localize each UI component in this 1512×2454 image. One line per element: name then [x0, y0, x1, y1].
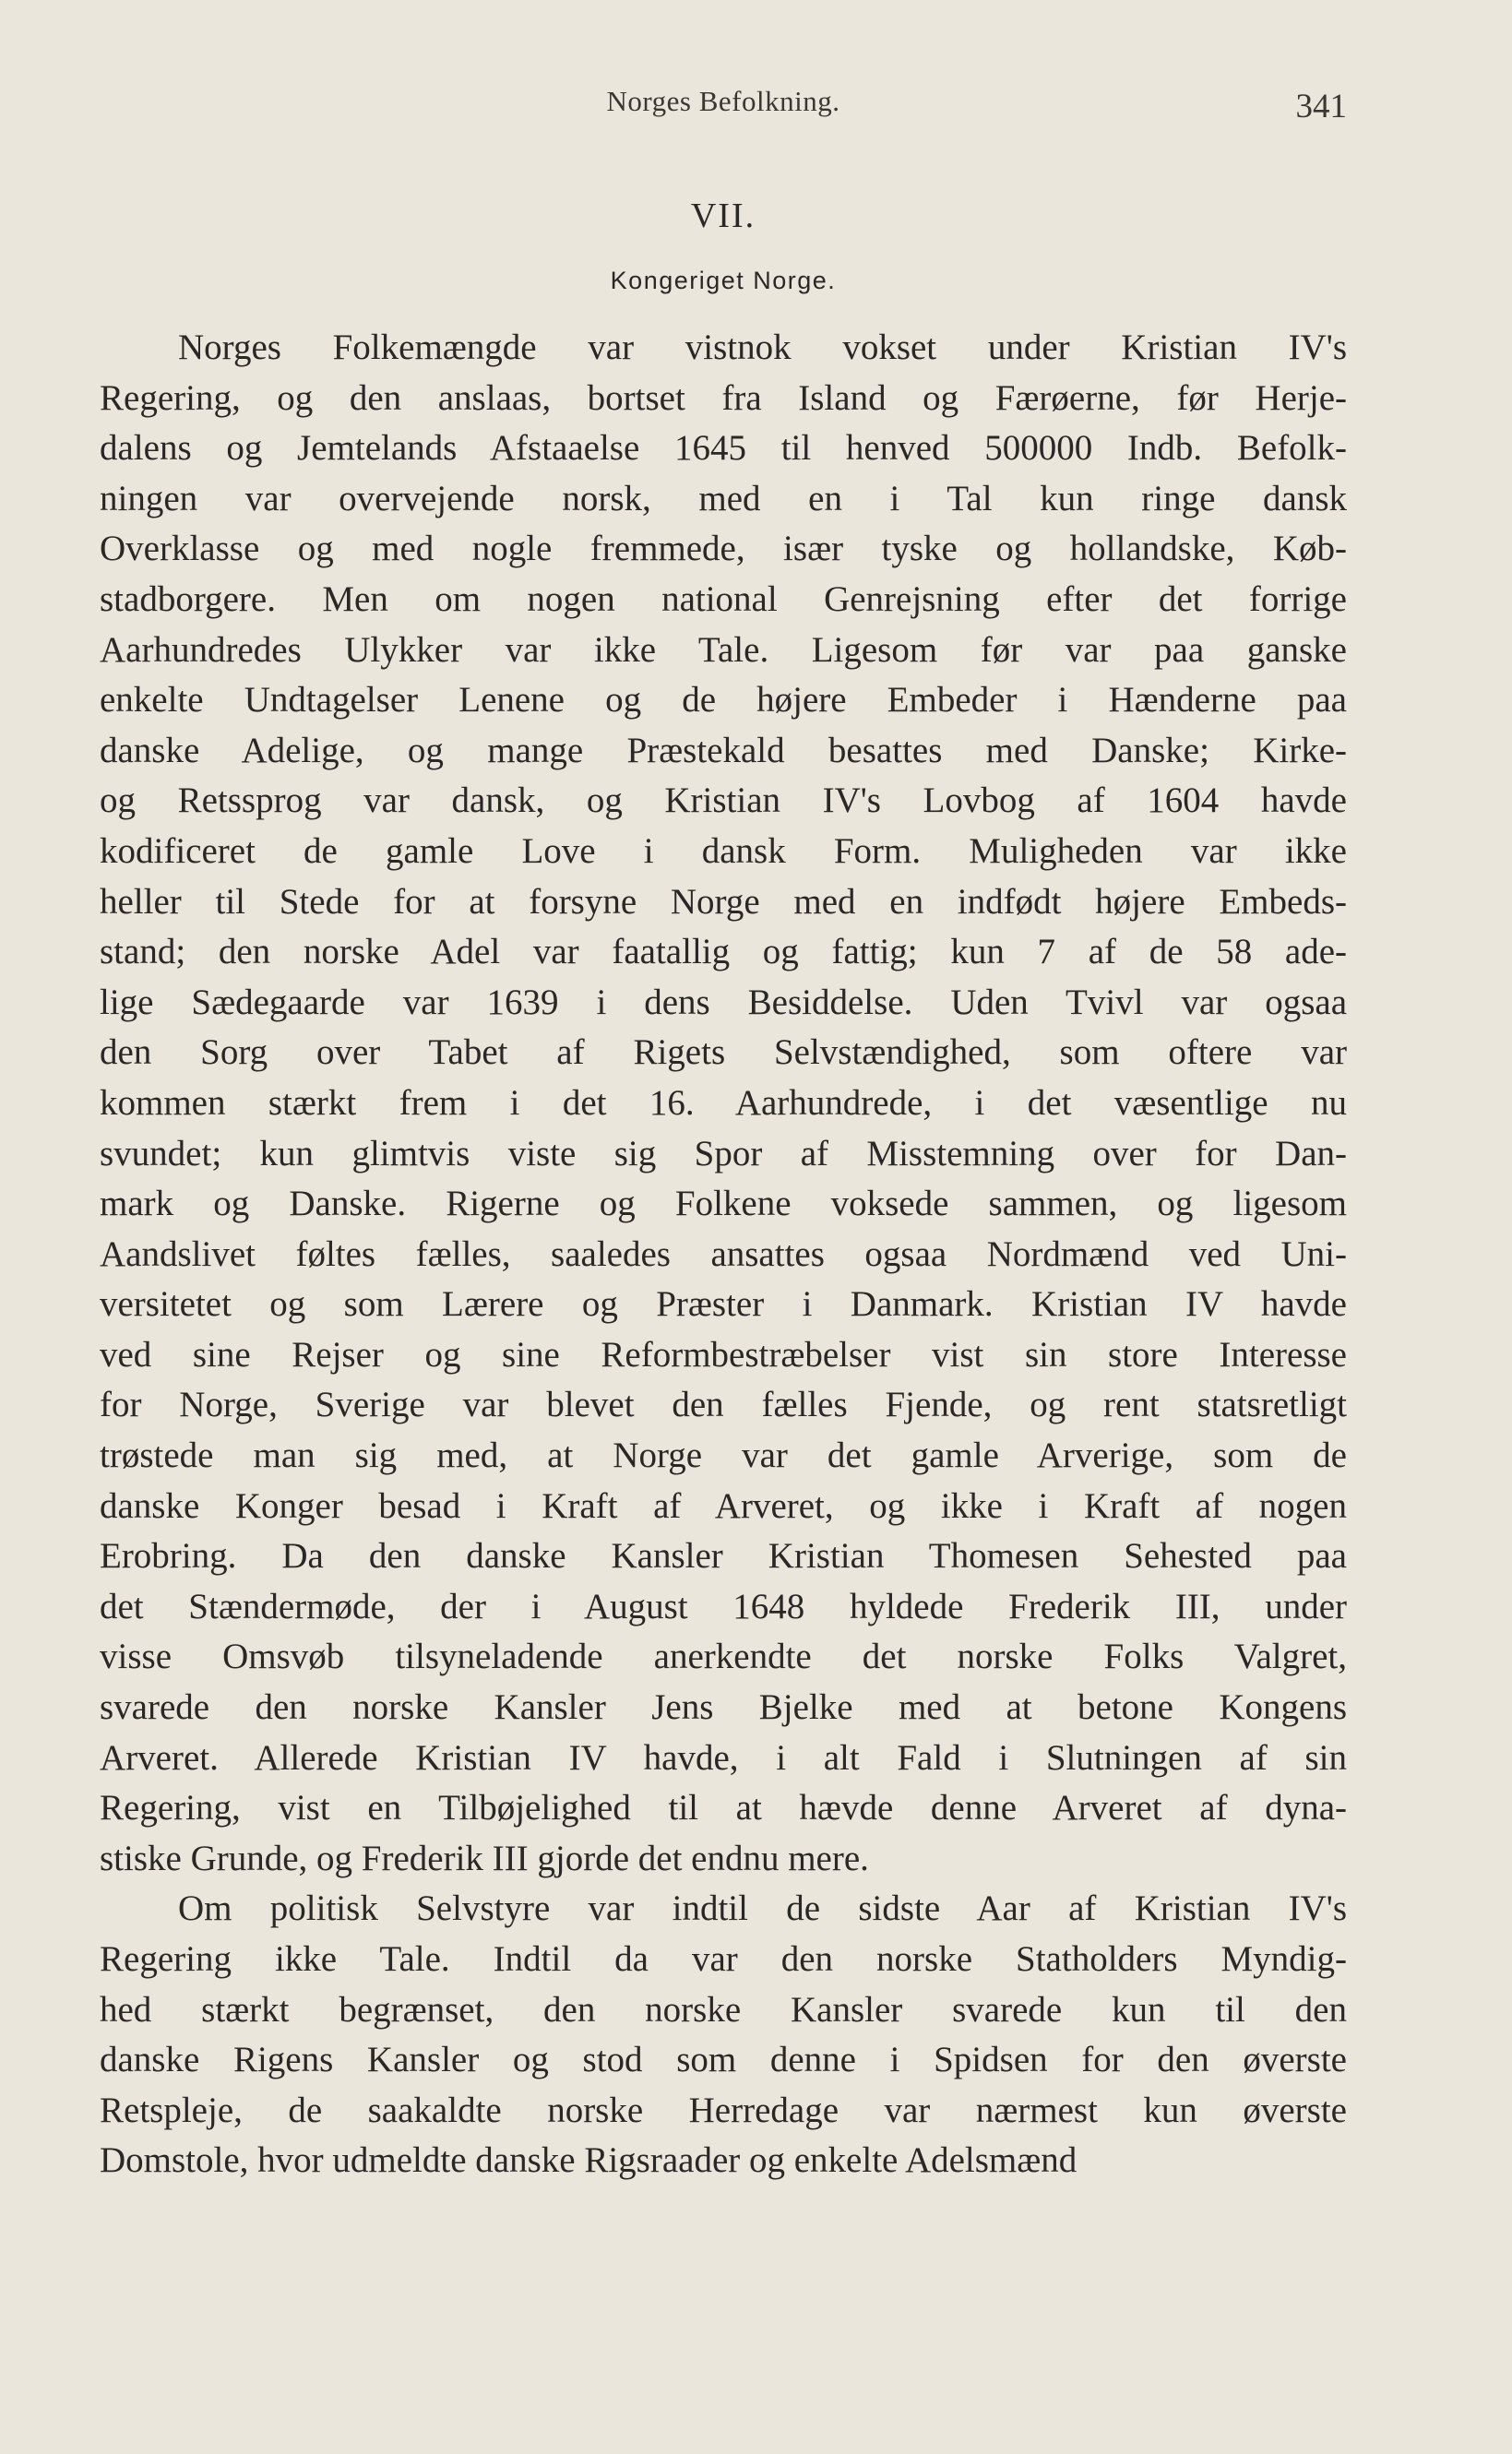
running-title: Norges Befolkning. [606, 85, 840, 117]
text-line: trøstede man sig med, at Norge var det gamle Arverige, som de [100, 1435, 1347, 1476]
text-line: dalens og Jemtelands Afstaaelse 1645 til henved 500000 Indb. Befolk- [100, 428, 1347, 469]
text-line: Erobring. Da den danske Kansler Kristian Thomesen Sehested paa [100, 1536, 1347, 1577]
text-line: den Sorg over Tabet af Rigets Selvstændighed, som oftere var [100, 1032, 1347, 1073]
text-line: for Norge, Sverige var blevet den fælles Fjende, og rent statsretligt [100, 1385, 1347, 1425]
text-line: lige Sædegaarde var 1639 i dens Besiddelse. Uden Tvivl var ogsaa [100, 982, 1347, 1022]
body-text [100, 323, 1347, 2186]
text-line: stadborgere. Men om nogen national Genrejsning efter det forrige [100, 578, 1347, 619]
text-line: Domstole, hvor udmeldte danske Rigsraader og enkelte Adelsmænd [100, 2140, 1077, 2181]
text-line: mark og Danske. Rigerne og Folkene voksede sammen, og ligesom [100, 1184, 1347, 1224]
text-line: kommen stærkt frem i det 16. Aarhundrede, i det væsentlige nu [100, 1082, 1347, 1123]
text-line: stand; den norske Adel var faatallig og fattig; kun 7 af de 58 ade- [100, 932, 1347, 972]
text-line: ningen var overvejende norsk, med en i Tal kun ringe dansk [100, 478, 1347, 518]
text-line: Aarhundredes Ulykker var ikke Tale. Ligesom før var paa ganske [100, 629, 1347, 670]
running-head [100, 85, 1347, 127]
text-line: danske Rigens Kansler og stod som denne i Spidsen for den øverste [100, 2040, 1347, 2080]
text-line: hed stærkt begrænset, den norske Kansler svarede kun til den [100, 1989, 1347, 2030]
text-line: kodificeret de gamle Love i dansk Form. Muligheden var ikke [100, 830, 1347, 871]
text-line: Norges Folkemængde var vistnok vokset under Kristian IV's [178, 328, 1347, 367]
text-line: Regering ikke Tale. Indtil da var den norske Statholders Myndig- [100, 1939, 1347, 1979]
text-line: danske Adelige, og mange Præstekald besattes med Danske; Kirke- [100, 730, 1347, 770]
text-line: Retspleje, de saakaldte norske Herredage var nærmest kun øverste [100, 2090, 1347, 2130]
text-line: stiske Grunde, og Frederik III gjorde det endnu mere. [100, 1838, 869, 1878]
text-line: versitetet og som Lærere og Præster i Danmark. Kristian IV havde [100, 1284, 1347, 1325]
page-number: 341 [1295, 88, 1347, 125]
text-line: visse Omsvøb tilsyneladende anerkendte det norske Folks Valgret, [100, 1637, 1347, 1677]
text-line: Om politisk Selvstyre var indtil de sidste Aar af Kristian IV's [178, 1888, 1347, 1929]
text-line: enkelte Undtagelser Lenene og de højere Embeder i Hænderne paa [100, 680, 1347, 721]
text-line: Arveret. Allerede Kristian IV havde, i alt Fald i Slutningen af sin [100, 1737, 1347, 1778]
chapter-title: Kongeriget Norge. [610, 267, 837, 294]
text-line: Regering, og den anslaas, bortset fra Island og Færøerne, før Herje- [100, 377, 1347, 418]
text-line: Overklasse og med nogle fremmede, især tyske og hollandske, Køb- [100, 529, 1347, 569]
text-line: svarede den norske Kansler Jens Bjelke med at betone Kongens [100, 1687, 1347, 1728]
text-line: ved sine Rejser og sine Reformbestræbelser vist sin store Interesse [100, 1334, 1347, 1375]
text-line: og Retssprog var dansk, og Kristian IV's Lovbog af 1604 havde [100, 780, 1347, 821]
text-line: Aandslivet føltes fælles, saaledes ansattes ogsaa Nordmænd ved Uni- [100, 1233, 1347, 1274]
chapter-number: VII. [690, 197, 756, 235]
text-line: danske Konger besad i Kraft af Arveret, og ikke i Kraft af nogen [100, 1485, 1347, 1526]
text-line: det Stændermøde, der i August 1648 hyldede Frederik III, under [100, 1586, 1347, 1626]
text-line: svundet; kun glimtvis viste sig Spor af Misstemning over for Dan- [100, 1133, 1347, 1173]
text-line: Regering, vist en Tilbøjelighed til at hævde denne Arveret af dyna- [100, 1788, 1347, 1829]
text-line: heller til Stede for at forsyne Norge med en indfødt højere Embeds- [100, 881, 1347, 922]
